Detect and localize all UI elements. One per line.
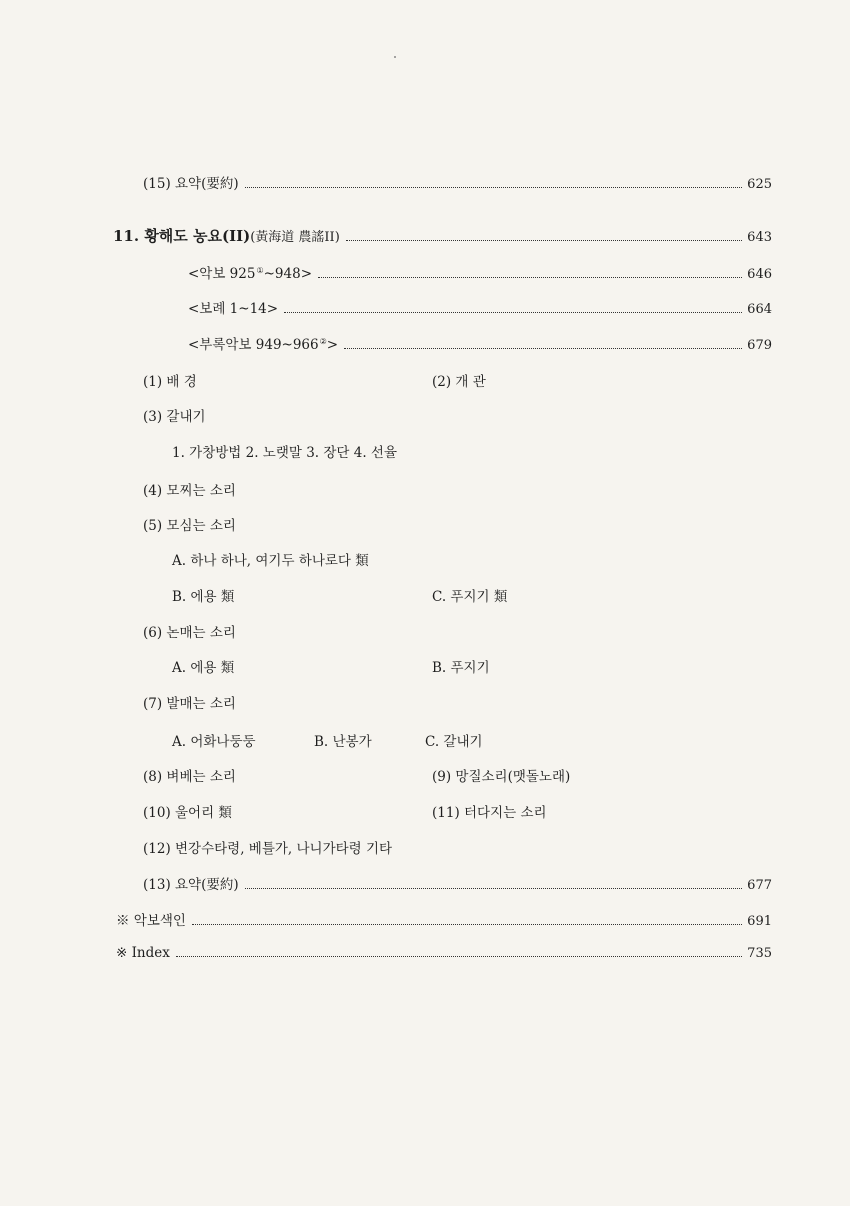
score-range-end: ~948> xyxy=(263,266,313,282)
toc-entry-appendix[interactable] xyxy=(0,333,850,357)
toc-section-11[interactable] xyxy=(432,801,547,825)
section-label: (1) 배 경 xyxy=(143,374,197,390)
toc-page-number: 691 xyxy=(747,914,772,929)
leader-dots xyxy=(176,955,742,957)
subsection-label: A. 에용 類 xyxy=(172,660,235,676)
appendix-range-start: <부록악보 949~966 xyxy=(188,337,319,353)
toc-entry-label xyxy=(188,262,312,282)
subsection-label: A. 하나 하나, 여기두 하나로다 類 xyxy=(172,553,369,569)
chapter-title xyxy=(113,225,340,246)
section-label: (9) 망질소리(맷돌노래) xyxy=(432,769,571,785)
toc-page-number: 646 xyxy=(747,267,772,282)
toc-entry-summary-15[interactable] xyxy=(0,172,850,196)
toc-subsection-7c[interactable] xyxy=(425,730,483,754)
footnote-mark: ② xyxy=(319,336,327,346)
subsection-label: B. 에용 類 xyxy=(172,589,235,605)
toc-subsection-5b[interactable] xyxy=(172,585,234,609)
toc-page-number: 679 xyxy=(747,338,772,353)
toc-page-number: 735 xyxy=(747,946,772,961)
toc-section-8[interactable] xyxy=(143,765,236,789)
toc-subsection-7b[interactable] xyxy=(314,730,372,754)
toc-entry-label: ※ Index xyxy=(116,945,170,961)
section-label: (12) 변강수타령, 베틀가, 나니가타령 기타 xyxy=(143,841,393,857)
subsection-label: C. 갈내기 xyxy=(425,734,483,750)
toc-entry-score[interactable] xyxy=(0,262,850,286)
section-label: (10) 울어리 類 xyxy=(143,805,232,821)
toc-section-3-detail xyxy=(172,441,397,465)
section-label: (4) 모찌는 소리 xyxy=(143,483,236,499)
section-label: (7) 발매는 소리 xyxy=(143,696,236,712)
toc-page-number: 677 xyxy=(747,878,772,893)
section-label: (3) 갈내기 xyxy=(143,409,206,425)
leader-dots xyxy=(344,347,742,349)
toc-section-7[interactable] xyxy=(143,692,236,716)
toc-section-6[interactable] xyxy=(143,621,236,645)
section-label: (11) 터다지는 소리 xyxy=(432,805,547,821)
leader-dots xyxy=(245,186,743,188)
toc-section-1[interactable] xyxy=(143,370,197,394)
toc-entry-score-index[interactable] xyxy=(0,909,850,933)
toc-subsection-7a[interactable] xyxy=(172,730,256,754)
section-detail: 1. 가창방법 2. 노랫말 3. 장단 4. 선율 xyxy=(172,445,398,461)
toc-section-9[interactable] xyxy=(432,765,570,789)
leader-dots xyxy=(318,276,742,278)
leader-dots xyxy=(245,887,743,889)
score-range-start: <악보 925 xyxy=(188,266,256,282)
toc-entry-index[interactable] xyxy=(0,945,850,969)
subsection-label: B. 난봉가 xyxy=(314,734,372,750)
toc-entry-examples[interactable] xyxy=(0,297,850,321)
toc-section-12[interactable] xyxy=(143,837,392,861)
toc-subsection-6a[interactable] xyxy=(172,656,234,680)
subsection-label: A. 어화나둥둥 xyxy=(172,734,256,750)
toc-entry-label: (15) 요약(要約) xyxy=(143,176,239,192)
toc-subsection-6b[interactable] xyxy=(432,656,490,680)
toc-section-2[interactable] xyxy=(432,370,486,394)
subsection-label: C. 푸지기 類 xyxy=(432,589,508,605)
toc-page-number: 643 xyxy=(747,230,772,245)
subsection-label: B. 푸지기 xyxy=(432,660,490,676)
leader-dots xyxy=(346,239,742,241)
chapter-title-korean: 11. 황해도 농요(II) xyxy=(113,227,251,245)
leader-dots xyxy=(284,311,742,313)
section-label: (8) 벼베는 소리 xyxy=(143,769,236,785)
toc-entry-summary-13[interactable] xyxy=(0,873,850,897)
toc-entry-label: (13) 요약(要約) xyxy=(143,877,239,893)
toc-section-4[interactable] xyxy=(143,479,236,503)
toc-subsection-5c[interactable] xyxy=(432,585,507,609)
toc-section-5[interactable] xyxy=(143,514,236,538)
toc-entry-label: ※ 악보색인 xyxy=(116,913,186,929)
section-label: (6) 논매는 소리 xyxy=(143,625,236,641)
toc-entry-label xyxy=(188,333,338,353)
toc-page-number: 625 xyxy=(747,177,772,192)
toc-chapter-11[interactable] xyxy=(0,225,850,249)
appendix-range-end: > xyxy=(326,337,339,353)
toc-entry-label: <보례 1~14> xyxy=(188,301,279,317)
chapter-title-hanja: (黃海道 農謠II) xyxy=(250,230,340,245)
footnote-mark: ① xyxy=(256,265,264,275)
section-label: (5) 모심는 소리 xyxy=(143,518,236,534)
page-speck xyxy=(394,56,396,58)
section-label: (2) 개 관 xyxy=(432,374,486,390)
toc-section-3[interactable] xyxy=(143,405,206,429)
toc-page-number: 664 xyxy=(747,302,772,317)
toc-section-10[interactable] xyxy=(143,801,232,825)
leader-dots xyxy=(192,923,742,925)
toc-subsection-5a[interactable] xyxy=(172,549,369,573)
